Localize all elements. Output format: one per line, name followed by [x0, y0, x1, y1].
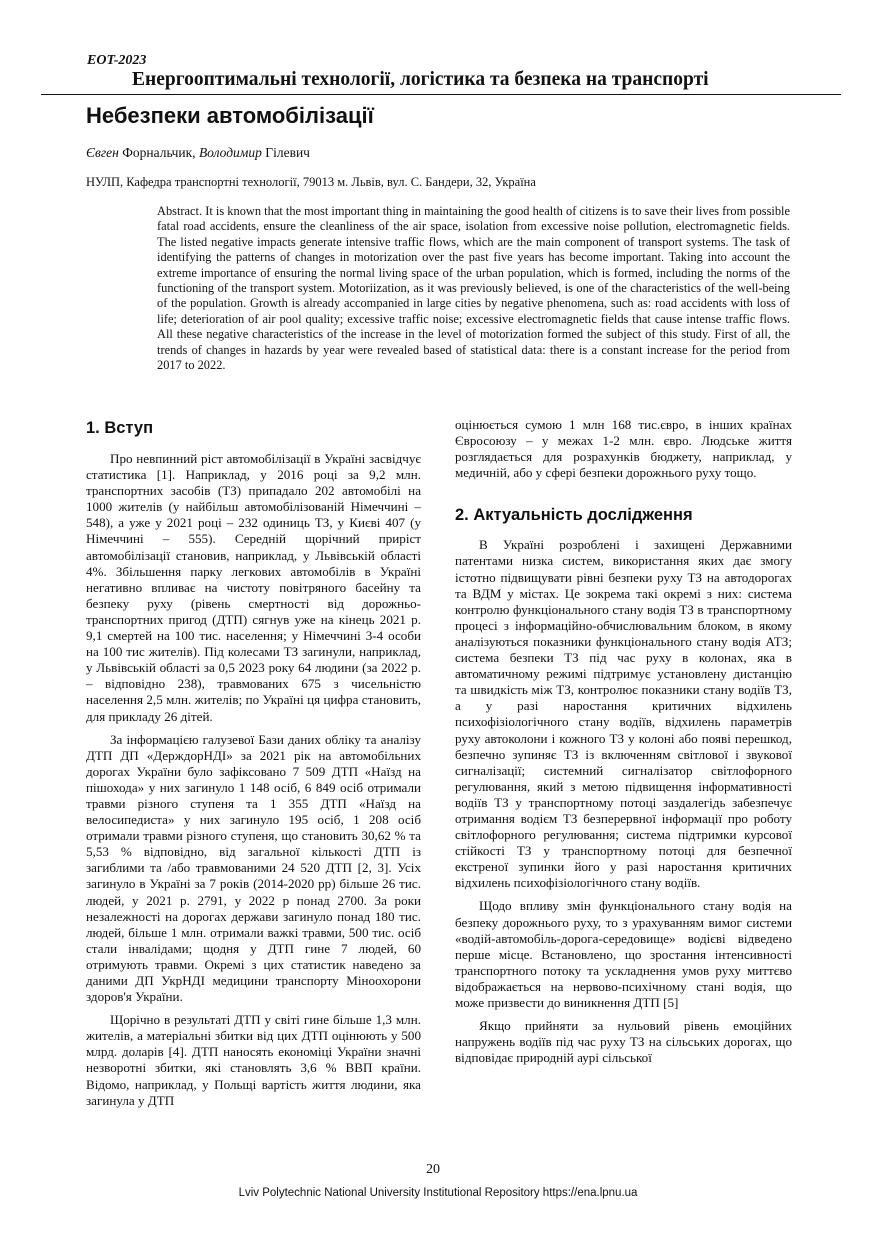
authors-line	[86, 145, 310, 161]
section-2-paragraph: Щодо впливу змін функціонального стану водія на безпеку дорожнього руху, то з урахуванням вимог системи «водій-автомобіль-дорога-середовище» водієві відведено перше місце. Встановлено, що зростання інтенсивності транспортного потоку та ускладнення умов руху миттєво відображається на нервово-психічному стані водія, що може призвести до виникнення ДТП [5]	[455, 898, 792, 1010]
section-1-paragraph-continued: оцінюється сумою 1 млн 168 тис.євро, в інших країнах Євросоюзу – у межах 1-2 млн. євро. Людське життя розглядається для розрахунків бюджету, наприклад, у медичній, або у сфері безпеки дорожнього руху тощо.	[455, 417, 792, 481]
repository-footer: Lviv Polytechnic National University Institutional Repository https://ena.lpnu.ua	[238, 1187, 638, 1199]
conference-id: EOT-2023	[87, 53, 147, 68]
section-1-paragraph: За інформацією галузевої Бази даних обліку та аналізу ДТП ДП «ДерждорНДІ» за 2021 рік на автомобільних дорогах України було зафіксовано 7 509 ДТП «Наїзд на пішохода» у них загинуло 1 148 осіб, 6 849 осіб отримали травми різного ступеня та 1 355 ДТП «Наїзд на велосипедиста» у них загинуло 195 осіб, 1 208 осіб отримали травми різного ступеня, що становить 30,62 % та 5,53 % відповідно, від загальної кількості ДТП із загиблими та /або травмованими 24 520 ДТП [2, 3]. Усіх загинуло в Україні за 7 років (2014-2020 рр) більше 26 тис. людей, у 2021 р. 2791, у 2022 р понад 2700. За роки незалежності на дорогах держави загинуло понад 180 тис. людей, більше 1 млн. отримали важкі травми, 500 тис. осіб стали інвалідами; щодня у ДТП гине 7 людей, 60 отримують травми. Окремі з цих статистик наведено за даними ДП УкрНДІ медицини транспорту Міноохорони здоров'я України.	[86, 731, 421, 1005]
journal-title: Енергооптимальні технології, логістика та безпека на транспорті	[132, 69, 709, 90]
author-2-first-name: Володимир	[198, 145, 262, 160]
section-1-paragraph: Про невпинний ріст автомобілізації в Україні засвідчує статистика [1]. Наприклад, у 2016 році за 9,2 млн. транспортних засобів (ТЗ) припадало 202 автомобілі на 1000 жителів (у найбільш автомобілізованій Німеччині – 548), а уже у 2021 році – 232 одиниць ТЗ, у Києві 407 (у Німеччині – 555). Середній щорічний приріст автомобілізації становив, наприклад, у Львівській області 4%. Збільшення парку легкових автомобілів в Україні негативно впливає на чистоту повітряного басейну та безпеку руху (рівень смертності від дорожньо-транспортних пригод (ДТП) сягнув уже на кінець 2021 р. 9,1 смертей на 100 тис. населення; у Німеччині 3-4 особи на 100 тис жителів). Під колесами ТЗ загинули, наприклад, у Львівській області за 0,5 2023 року 64 людини (за 2022 р. – відповідно 238), травмованих 675 з чисельністю населення 2,5 млн. жителів; по Україні ця цифра становить, для прикладу 26 дітей.	[86, 451, 421, 724]
author-2-last-name: Гілевич	[261, 145, 310, 160]
section-2-paragraph: Якщо прийняти за нульовий рівень емоційних напружень водіїв під час руху ТЗ на сільських дорогах, що відповідає природній аурі сільської	[455, 1018, 792, 1066]
right-column	[455, 417, 792, 1066]
section-1-heading: 1. Вступ	[86, 419, 154, 437]
page-number: 20	[426, 1162, 440, 1177]
section-2-heading: 2. Актуальність дослідження	[455, 506, 693, 525]
author-1-last-name: Форнальчик,	[118, 145, 199, 160]
affiliation: НУЛП, Кафедра транспортні технології, 79013 м. Львів, вул. С. Бандери, 32, Україна	[86, 175, 536, 189]
left-column	[86, 418, 421, 1109]
header-divider	[41, 94, 841, 95]
abstract: Abstract. It is known that the most important thing in maintaining the good health of citizens is to save their lives from possible fatal road accidents, ensure the cleanliness of the air space, isolation from excessive noise pollution, electromagnetic fields. The listed negative impacts generate intensive traffic flows, which are the main component of transport systems. The task of identifying the patterns of changes in motorization over the past five years has become important. Taking into account the extreme importance of ensuring the normal living space of the urban population, which is formed, including the norms of the functioning of the transport system. Motoriization, as it was previously believed, is one of the characteristics of the well-being of the population. Growth is already accompanied in large cities by negative phenomena, such as: road accidents with loss of life; deterioration of air pool quality; excessive traffic noise; excessive electromagnetic fields that cause intense traffic flows. All these negative characteristics of the increase in the level of motorization formed the subject of this study. First of all, the trends of changes in hazards by year were revealed based of statistical data: there is a constant increase for the period from 2017 to 2022.	[157, 204, 790, 373]
section-2-paragraph: В Україні розроблені і захищені Державними патентами низка систем, використання яких дає змогу істотно підвищувати рівні безпеки руху ТЗ на автодорогах та ВДМ у містах. Це зокрема такі окремі з них: система контролю функціонального стану водія ТЗ в транспортному процесі з інформаційно-обчислювальним блоком, в якому аналізуються показники функціонального стану водія АТЗ; система безпеки ТЗ під час руху в колонах, яка в автоматичному режимі підтримує установлену дистанцію та швидкість між ТЗ, контролює показники стану водіїв ТЗ, а у разі наростання критичних відхилень психофізіологічного стану водіїв, відхилень параметрів руху автоколони і кожного ТЗ у колоні або появі перешкод, безпечно зупиняє ТЗ із включенням світлової і звукової сигналізації; системний сигналізатор світлофорного регулювання, який з метою підвищення інформативності водіїв ТЗ у транспортному потоці заздалегідь забезпечує отримання водієм ТЗ безперервної інформації про роботу світлофорного регулювання; система підтримки курсової стійкості ТЗ у транспортному потоці для безпечної екстреної зупинки його у разі наростання критичних відхилень психофізіологічного стану водіїв.	[455, 537, 792, 891]
author-1-first-name: Євген	[86, 145, 119, 160]
paper-title: Небезпеки автомобілізації	[86, 103, 374, 128]
section-1-paragraph: Щорічно в результаті ДТП у світі гине більше 1,3 млн. жителів, а матеріальні збитки від цих ДТП оцінюють у 500 млрд. доларів [4]. ДТП наносять економіці України значні незворотні збитки, які становлять 3,6 % ВВП країни. Відомо, наприклад, у Польщі вартість життя людини, яка загинула у ДТП	[86, 1012, 421, 1108]
